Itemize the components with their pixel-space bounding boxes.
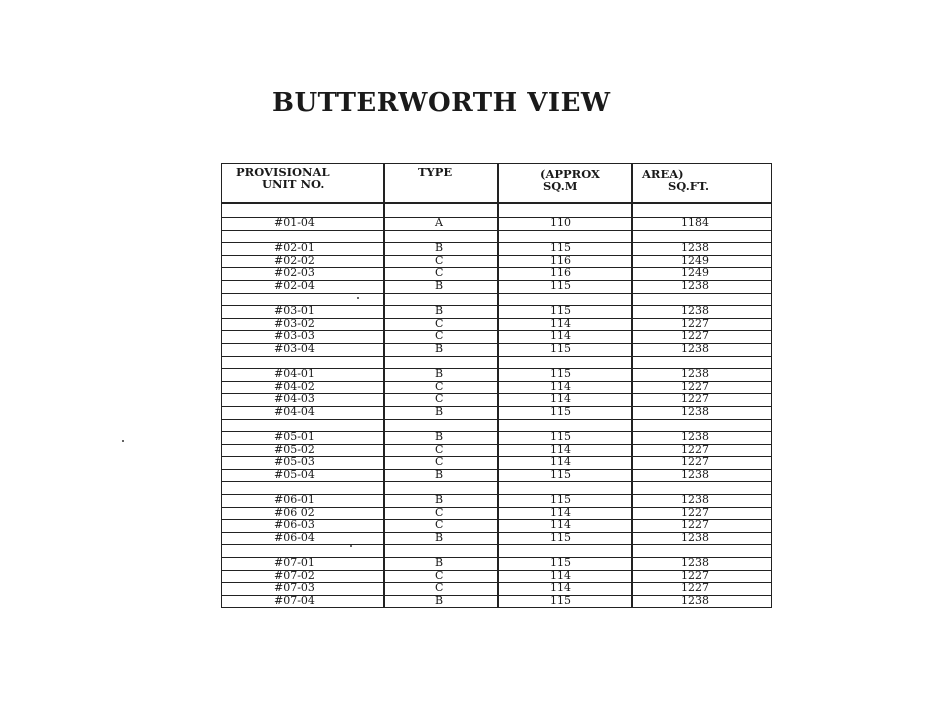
- sqft-cell: 1227: [681, 392, 709, 406]
- type-cell: C: [435, 316, 444, 330]
- sqft-cell: 1227: [681, 329, 709, 343]
- type-cell: C: [435, 392, 444, 406]
- unit-cell: #07-03: [274, 581, 315, 595]
- unit-cell: #02-03: [274, 266, 315, 280]
- table-row: [222, 530, 771, 546]
- type-cell: B: [435, 493, 444, 507]
- type-cell: B: [435, 241, 444, 255]
- unit-cell: #04-02: [274, 379, 315, 393]
- unit-cell: #07-04: [274, 593, 315, 607]
- header-type: TYPE: [418, 165, 453, 179]
- scan-speck: [122, 440, 124, 442]
- sqm-cell: 115: [550, 367, 571, 381]
- type-cell: C: [435, 379, 444, 393]
- type-cell: C: [435, 455, 444, 469]
- sqm-cell: 115: [550, 556, 571, 570]
- sqft-cell: 1227: [681, 442, 709, 456]
- document-title: BUTTERWORTH VIEW: [272, 88, 611, 118]
- sqm-cell: 115: [550, 467, 571, 481]
- unit-cell: #01-04: [274, 216, 315, 229]
- unit-cell: #03-02: [274, 316, 315, 330]
- sqm-cell: 116: [550, 266, 571, 280]
- type-cell: B: [435, 341, 444, 355]
- header-unit-line1: PROVISIONAL: [236, 165, 330, 179]
- sqm-cell: 115: [550, 493, 571, 507]
- sqm-cell: 115: [550, 241, 571, 255]
- sqft-cell: 1249: [681, 253, 709, 267]
- type-cell: C: [435, 518, 444, 532]
- sqm-cell: 114: [550, 505, 571, 519]
- type-cell: B: [435, 278, 444, 292]
- sqft-cell: 1227: [681, 455, 709, 469]
- sqm-cell: 115: [550, 341, 571, 355]
- unit-cell: #06-01: [274, 493, 315, 507]
- type-cell: B: [435, 593, 444, 607]
- type-cell: C: [435, 568, 444, 582]
- sqft-cell: 1227: [681, 518, 709, 532]
- unit-cell: #07-02: [274, 568, 315, 582]
- table-row: [222, 404, 771, 420]
- sqm-cell: 114: [550, 379, 571, 393]
- unit-cell: #02-04: [274, 278, 315, 292]
- sqft-cell: 1227: [681, 581, 709, 595]
- sqft-cell: 1238: [681, 530, 709, 544]
- header-area-right: AREA): [642, 167, 684, 181]
- type-cell: B: [435, 430, 444, 444]
- sqm-cell: 114: [550, 442, 571, 456]
- unit-cell: #04-04: [274, 404, 315, 418]
- header-area-left: (APPROX: [540, 167, 600, 181]
- sqft-cell: 1238: [681, 404, 709, 418]
- sqft-cell: 1227: [681, 379, 709, 393]
- unit-cell: #05-03: [274, 455, 315, 469]
- unit-cell: #03-03: [274, 329, 315, 343]
- sqm-cell: 114: [550, 316, 571, 330]
- sqft-cell: 1227: [681, 316, 709, 330]
- sqft-cell: 1227: [681, 568, 709, 582]
- type-cell: C: [435, 581, 444, 595]
- sqft-cell: 1184: [681, 216, 709, 229]
- unit-area-table: [221, 163, 772, 608]
- unit-cell: #02-01: [274, 241, 315, 255]
- type-cell: B: [435, 404, 444, 418]
- unit-cell: #05-01: [274, 430, 315, 444]
- unit-cell: #03-04: [274, 341, 315, 355]
- scan-speck: [357, 297, 359, 299]
- type-cell: B: [435, 467, 444, 481]
- sqft-cell: 1238: [681, 367, 709, 381]
- sqft-cell: 1249: [681, 266, 709, 280]
- sqft-cell: 1227: [681, 505, 709, 519]
- sqft-cell: 1238: [681, 556, 709, 570]
- type-cell: C: [435, 253, 444, 267]
- table-row: [222, 341, 771, 357]
- sqm-cell: 115: [550, 593, 571, 607]
- type-cell: C: [435, 329, 444, 343]
- unit-cell: #05-02: [274, 442, 315, 456]
- sqm-cell: 114: [550, 518, 571, 532]
- table-row: [222, 278, 771, 294]
- sqm-cell: 115: [550, 278, 571, 292]
- unit-cell: #03-01: [274, 304, 315, 318]
- sqm-cell: 115: [550, 304, 571, 318]
- sqm-cell: 115: [550, 404, 571, 418]
- sqm-cell: 114: [550, 392, 571, 406]
- type-cell: C: [435, 266, 444, 280]
- sqm-cell: 114: [550, 329, 571, 343]
- unit-cell: #06 02: [274, 505, 315, 519]
- table-row: [222, 218, 771, 231]
- sqft-cell: 1238: [681, 341, 709, 355]
- sqm-cell: 110: [550, 216, 571, 229]
- unit-cell: #04-01: [274, 367, 315, 381]
- sqm-cell: 114: [550, 455, 571, 469]
- sqft-cell: 1238: [681, 593, 709, 607]
- header-sqm: SQ.M: [543, 179, 578, 193]
- header-sqft: SQ.FT.: [668, 179, 709, 193]
- sqft-cell: 1238: [681, 467, 709, 481]
- table-header: [222, 164, 771, 204]
- sqm-cell: 116: [550, 253, 571, 267]
- scan-speck: [350, 545, 352, 547]
- sqft-cell: 1238: [681, 304, 709, 318]
- sqft-cell: 1238: [681, 278, 709, 292]
- sqft-cell: 1238: [681, 430, 709, 444]
- unit-cell: #07-01: [274, 556, 315, 570]
- type-cell: B: [435, 304, 444, 318]
- type-cell: B: [435, 367, 444, 381]
- unit-cell: #04-03: [274, 392, 315, 406]
- sqm-cell: 115: [550, 430, 571, 444]
- unit-cell: #06-04: [274, 530, 315, 544]
- type-cell: A: [435, 216, 443, 229]
- type-cell: C: [435, 442, 444, 456]
- table-row: [222, 467, 771, 483]
- table-row: [222, 593, 771, 609]
- unit-cell: #02-02: [274, 253, 315, 267]
- type-cell: B: [435, 556, 444, 570]
- type-cell: B: [435, 530, 444, 544]
- unit-cell: #05-04: [274, 467, 315, 481]
- type-cell: C: [435, 505, 444, 519]
- sqm-cell: 114: [550, 568, 571, 582]
- unit-cell: #06-03: [274, 518, 315, 532]
- sqm-cell: 115: [550, 530, 571, 544]
- sqft-cell: 1238: [681, 493, 709, 507]
- sqm-cell: 114: [550, 581, 571, 595]
- table-body: [222, 204, 771, 608]
- header-unit-line2: UNIT NO.: [262, 177, 325, 191]
- sqft-cell: 1238: [681, 241, 709, 255]
